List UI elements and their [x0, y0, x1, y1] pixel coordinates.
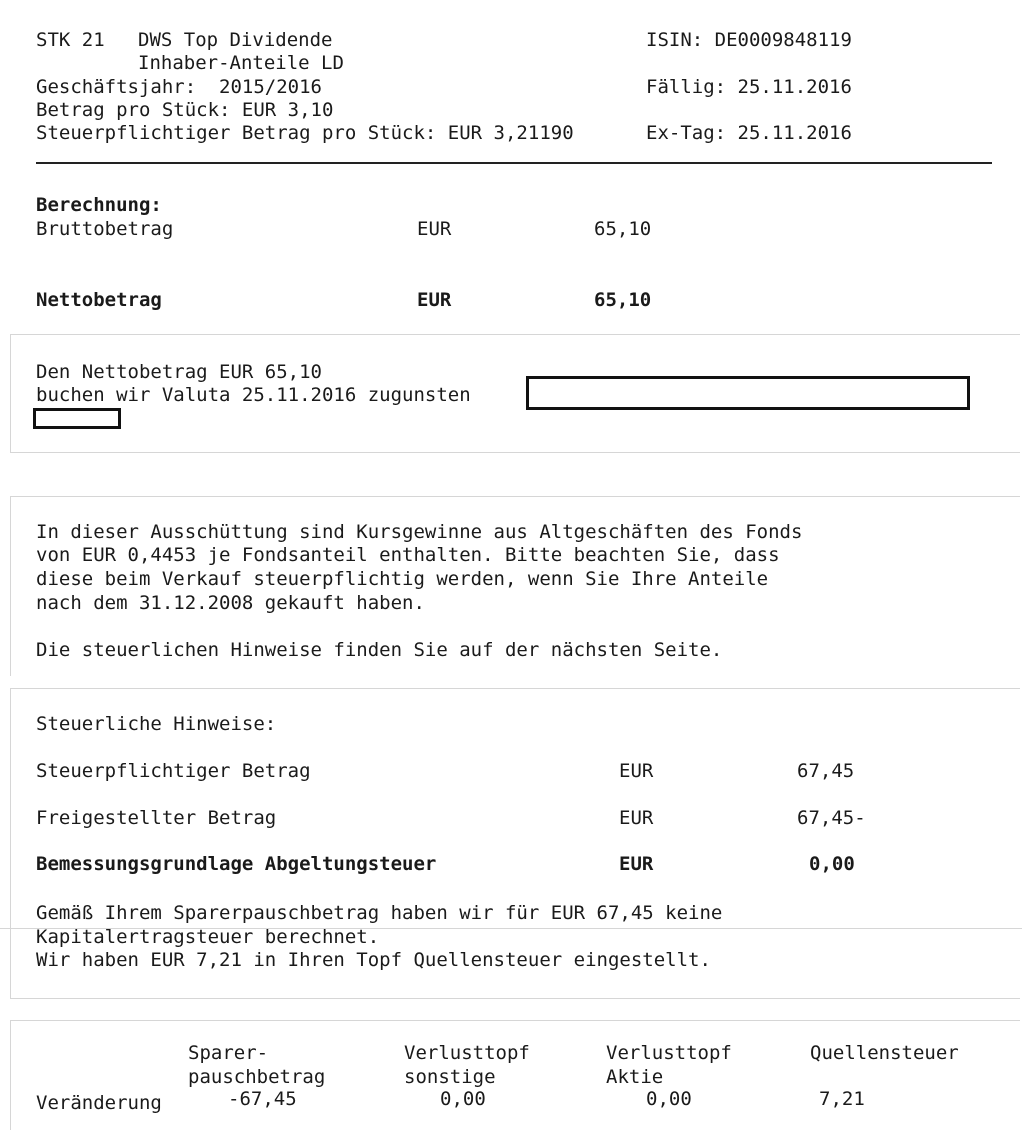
notice-line3: diese beim Verkauf steuerpflichtig werden, wenn Sie Ihre Anteile: [36, 568, 769, 590]
net-currency: EUR: [417, 289, 452, 311]
tax-row-currency: EUR: [619, 807, 654, 829]
booking-bottom-border: [10, 452, 1020, 453]
gross-label: Bruttobetrag: [36, 218, 174, 240]
notice-line1: In dieser Ausschüttung sind Kursgewinne aus Altgeschäften des Fonds: [36, 521, 803, 543]
taxable-per-unit: Steuerpflichtiger Betrag pro Stück: EUR 3,21190: [36, 122, 574, 144]
notice-line4: nach dem 31.12.2008 gekauft haben.: [36, 592, 425, 614]
booking-left-border: [10, 334, 11, 452]
row-label-veraenderung: Veränderung: [36, 1092, 162, 1114]
booking-top-border: [10, 334, 1020, 335]
col-header-verlust-sonstige-line2: sonstige: [404, 1066, 496, 1088]
tax-text-line1: Gemäß Ihrem Sparerpauschbetrag haben wir für EUR 67,45 keine: [36, 902, 723, 924]
notice-line2: von EUR 0,4453 je Fondsanteil enthalten. Bitte beachten Sie, dass: [36, 544, 780, 566]
notice-top-border: [10, 496, 1020, 497]
tax-row-value: 67,45: [797, 760, 855, 782]
tax-row-value: 0,00: [809, 853, 855, 875]
tax-row-value: 67,45-: [797, 807, 866, 829]
booking-line2: buchen wir Valuta 25.11.2016 zugunsten: [36, 384, 471, 406]
tax-notes-bottom-border: [10, 998, 1020, 999]
changes-left-border: [10, 1020, 11, 1130]
tax-text-line3: Wir haben EUR 7,21 in Ihren Topf Quellensteuer eingestellt.: [36, 949, 711, 971]
value-verlust-aktie: 0,00: [646, 1088, 692, 1110]
col-header-verlust-aktie-line2: Aktie: [606, 1066, 664, 1088]
tax-notes-heading: Steuerliche Hinweise:: [36, 713, 277, 735]
fund-name-line2: Inhaber-Anteile LD: [138, 52, 344, 74]
due-date: Fällig: 25.11.2016: [646, 76, 852, 98]
stk-label: STK 21: [36, 29, 105, 51]
ex-date: Ex-Tag: 25.11.2016: [646, 122, 852, 144]
col-header-quellensteuer: Quellensteuer: [810, 1042, 959, 1064]
fiscal-year: Geschäftsjahr: 2015/2016: [36, 76, 322, 98]
booking-line1: Den Nettobetrag EUR 65,10: [36, 361, 322, 383]
redaction-box-small: [33, 408, 121, 429]
changes-top-border: [10, 1020, 1020, 1021]
tax-row-label: Bemessungsgrundlage Abgeltungsteuer: [36, 853, 437, 875]
tax-notes-left-border: [10, 688, 11, 998]
value-verlust-sonstige: 0,00: [440, 1088, 486, 1110]
tax-row-label: Freigestellter Betrag: [36, 807, 277, 829]
notice-left-border: [10, 496, 11, 676]
header-divider: [36, 162, 992, 164]
fund-name-line1: DWS Top Dividende: [138, 29, 333, 51]
redaction-box-account: [526, 376, 970, 410]
tax-text-line2: Kapitalertragsteuer berechnet.: [36, 926, 380, 948]
isin: ISIN: DE0009848119: [646, 29, 852, 51]
gross-value: 65,10: [594, 218, 652, 240]
tax-row-currency: EUR: [619, 853, 654, 875]
gross-currency: EUR: [417, 218, 452, 240]
net-value: 65,10: [594, 289, 652, 311]
notice-line5: Die steuerlichen Hinweise finden Sie auf der nächsten Seite.: [36, 639, 723, 661]
tax-row-label: Steuerpflichtiger Betrag: [36, 760, 311, 782]
value-quellensteuer: 7,21: [819, 1088, 865, 1110]
net-label: Nettobetrag: [36, 289, 162, 311]
value-sparer: -67,45: [228, 1088, 297, 1110]
col-header-verlust-sonstige-line1: Verlusttopf: [404, 1042, 530, 1064]
amount-per-unit: Betrag pro Stück: EUR 3,10: [36, 99, 334, 121]
col-header-sparer-line2: pauschbetrag: [188, 1066, 326, 1088]
col-header-sparer-line1: Sparer-: [188, 1042, 269, 1064]
tax-notes-top-border: [10, 688, 1020, 689]
tax-row-currency: EUR: [619, 760, 654, 782]
calculation-heading: Berechnung:: [36, 194, 162, 216]
col-header-verlust-aktie-line1: Verlusttopf: [606, 1042, 732, 1064]
